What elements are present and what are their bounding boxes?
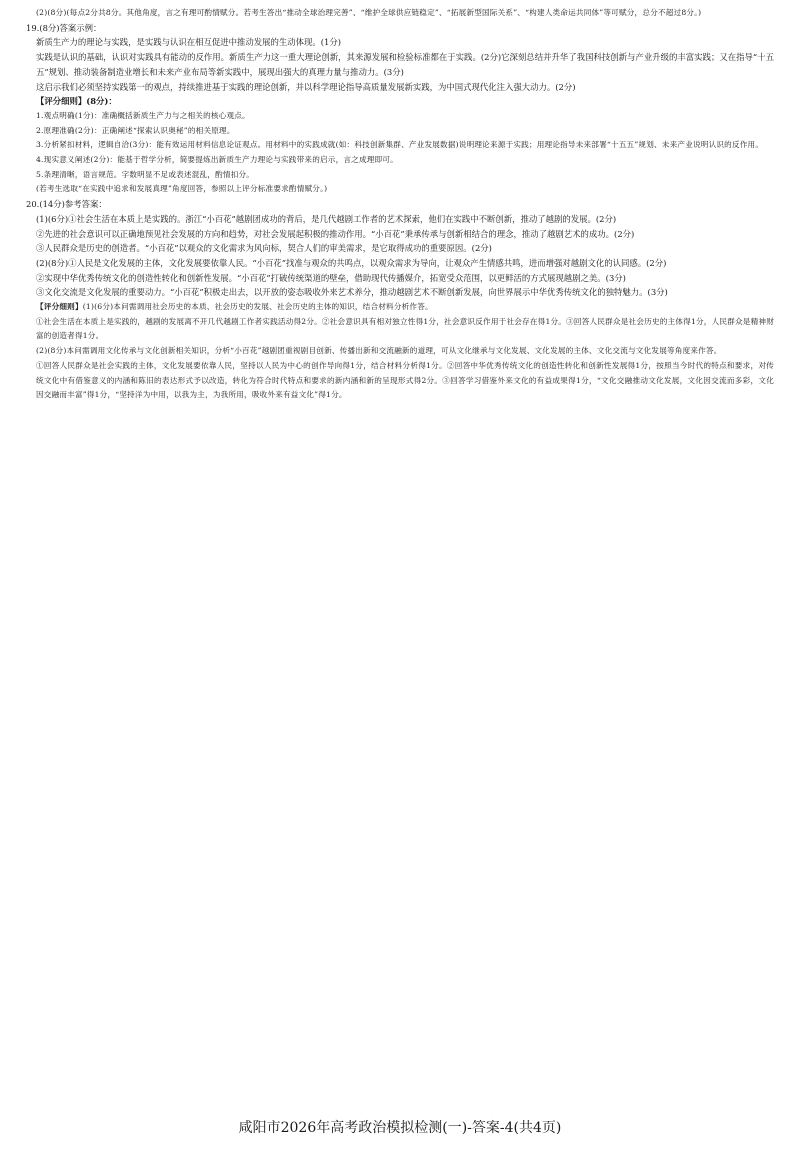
q19-para-1: 新质生产力的理论与实践，是实践与认识在相互促进中推动发展的生动体现。(1分) [36, 37, 341, 48]
q19-para-2: 实践是认识的基础，认识对实践具有能动的反作用。新质生产力这一重大理论创新，其来源发展和检验标准都在于实践。(2分)它深刻总结并升华了我国科技创新与产业升级的丰富实践；又在指导“十五五”规划、推动装备制造业增长和未来产业布局等新实践中，展现出强大的真理力量与推动力。(3分) [36, 52, 774, 77]
q19-rubric-item-2: 2.原理准确(2分)：正确阐述“探索认识奥秘”的相关原理。 [36, 125, 235, 135]
q19-rubric-item-1: 1.观点明确(1分)：准确概括新质生产力与之相关的核心观点。 [36, 110, 250, 120]
q18-part2-note: (2)(8分)(每点2分共8分。其他角度，言之有理可酌情赋分。若考生答出“推动全球治理完善”、“维护全球供应链稳定”、“拓展新型国际关系”、“构建人类命运共同体”等可赋分，总分不超过8分。) [36, 8, 702, 17]
q20-rubric-part1-detail: ①社会生活在本质上是实践的，越剧的发展离不开几代越剧工作者实践活动得2分。②社会意识具有相对独立性得1分，社会意识反作用于社会存在得1分。③回答人民群众是社会历史的主体得1分，人民群众是精神财富的创造者得1分。 [36, 316, 774, 341]
q19-rubric-item-3: 3.分析紧扣材料，逻辑自洽(3分)：能有效运用材料信息论证观点。用材料中的实践成就(如：科技创新集群、产业发展数据)说明理论来源于实践；用理论指导未来部署“十五五”规划、未来产业说明认识的反作用。 [36, 140, 764, 150]
q19-rubric-note: (若考生选取“在实践中追求和发展真理”角度回答，参照以上评分标准要求酌情赋分。) [36, 184, 328, 194]
q20-rubric-part1 [26, 300, 774, 315]
q20-part2-point2: ②实现中华优秀传统文化的创造性转化和创新性发展。“小百花”打破传统渠道的壁垒，借助现代传播媒介，拓宽受众范围，以更鲜活的方式展现越剧之美。(3分) [36, 272, 626, 283]
q20-rubric-part2-detail: ①回答人民群众是社会实践的主体，文化发展要依靠人民，坚持以人民为中心的创作导向得1分，结合材料分析得1分。②回答中华优秀传统文化的创造性转化和创新性发展得1分，按照当今时代的特点和要求，对传统文化中有借鉴意义的内涵和陈旧的表达形式予以改造，转化为符合时代特点和要求的新内涵和新的呈现形式得2分。③回答学习借鉴外来文化的有益成果得1分，“文化交融推动文化发展，文化因交流而多彩，文化因交融而丰富”得1分，“坚持洋为中用，以我为主，为我所用，吸收外来有益文化”得1分。 [36, 360, 774, 400]
q19-heading: 19.(8分)答案示例： [26, 22, 102, 33]
q20-part2-point1: (2)(8分)①人民是文化发展的主体，文化发展要依靠人民。“小百花”找准与观众的共鸣点，以观众需求为导向，让观众产生情感共鸣，进而增强对越剧文化的认同感。(2分) [36, 257, 667, 268]
q20-part1-point2: ②先进的社会意识可以正确地预见社会发展的方向和趋势，对社会发展起积极的推动作用。“小百花”秉承传承与创新相结合的理念，推动了越剧艺术的成功。(2分) [36, 228, 635, 239]
q20-heading: 20.(14分)参考答案： [26, 199, 107, 210]
q20-part1-point1: (1)(6分)①社会生活在本质上是实践的。浙江“小百花”越剧团成功的背后，是几代越剧工作者的艺术探索，他们在实践中不断创新，推动了越剧的发展。(2分) [36, 213, 617, 224]
q19-para-3: 这启示我们必须坚持实践第一的观点，持续推进基于实践的理论创新，并以科学理论指导高质量发展新实践，为中国式现代化注入强大动力。(2分) [36, 81, 576, 92]
q20-rubric-part1-text: (1)(6分)本问需调用社会历史的本质、社会历史的发展、社会历史的主体的知识，结合材料分析作答。 [82, 302, 433, 312]
q20-part1-point3: ③人民群众是历史的创造者。“小百花”以观众的文化需求为风向标，契合人们的审美需求，是它取得成功的重要原因。(2分) [36, 243, 492, 254]
q19-rubric-item-4: 4.现实意义阐述(2分)：能基于哲学分析，简要提炼出新质生产力理论与实践带来的启示，言之成理即可。 [36, 155, 398, 165]
q19-rubric-item-5: 5.条理清晰，语言规范。字数明显不足或表述混乱，酌情扣分。 [36, 169, 255, 179]
q20-rubric-part2: (2)(8分)本问需调用文化传承与文化创新相关知识，分析“小百花”越剧团重视剧目创新、传播出新和交流融新的道理，可从文化继承与文化发展、文化发展的主体、文化交流与文化发展等角度来作答。 [36, 346, 722, 356]
page-footer: 咸阳市2026年高考政治模拟检测(一)-答案-4(共4页) [238, 1120, 562, 1136]
q19-rubric-heading: 【评分细则】(8分)： [36, 96, 117, 107]
q20-part2-point3: ③文化交流是文化发展的重要动力。“小百花”积极走出去，以开放的姿态吸收外来艺术养分，推动越剧艺术不断创新发展，向世界展示中华优秀传统文化的独特魅力。(3分) [36, 287, 668, 298]
q20-rubric-label: 【评分细则】 [36, 302, 83, 312]
